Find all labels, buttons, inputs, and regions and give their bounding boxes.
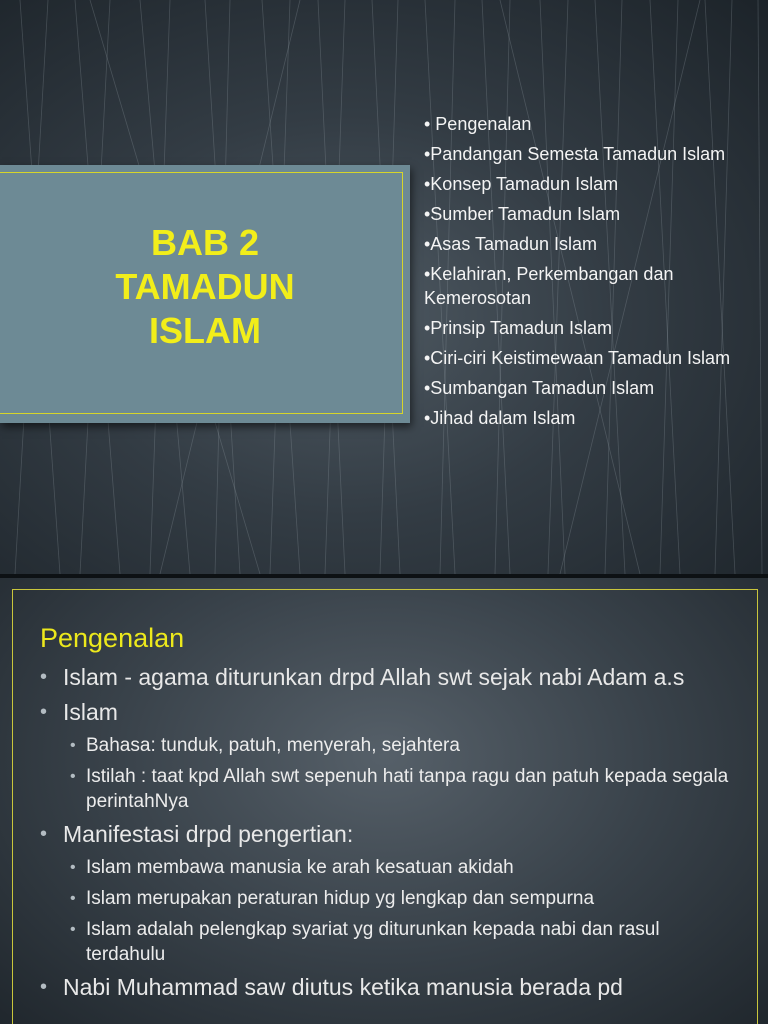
sub-bullet-item — [40, 733, 740, 758]
sub-bullet-item — [40, 886, 740, 911]
bullet-icon: • — [70, 921, 76, 938]
topic-item: •Asas Tamadun Islam — [424, 234, 598, 254]
topic-item: • Pengenalan — [424, 114, 532, 134]
bullet-text: Islam merupakan peraturan hidup yg lengkap dan sempurna — [86, 888, 595, 909]
bullet-item — [40, 698, 740, 727]
topic-item: •Sumber Tamadun Islam — [424, 204, 621, 224]
bullet-icon: • — [40, 823, 48, 845]
topic-item: •Jihad dalam Islam — [424, 408, 576, 428]
topic-item: •Konsep Tamadun Islam — [424, 174, 619, 194]
title-line-3: ISLAM — [149, 310, 261, 351]
bullet-item — [40, 820, 740, 849]
title-box — [0, 165, 410, 423]
bullet-text: Islam adalah pelengkap syariat yg diturunkan kepada nabi dan rasul terdahulu — [86, 919, 660, 965]
topic-item: •Pandangan Semesta Tamadun Islam — [424, 144, 726, 164]
bullet-item — [40, 973, 740, 1002]
bullet-text: Islam membawa manusia ke arah kesatuan akidah — [86, 857, 514, 878]
bullet-item — [40, 663, 740, 692]
sub-bullet-item — [40, 764, 740, 814]
bullet-icon: • — [40, 701, 48, 723]
sub-bullet-item — [40, 855, 740, 880]
topic-item: •Kelahiran, Perkembangan dan Kemerosotan — [424, 264, 674, 308]
topic-list — [424, 112, 744, 436]
bullet-icon: • — [70, 768, 76, 785]
slide-title — [0, 221, 410, 353]
sub-bullet-item — [40, 917, 740, 967]
bullet-icon: • — [40, 666, 48, 688]
bullet-text: Manifestasi drpd pengertian: — [63, 821, 354, 847]
bullet-text: Islam - agama diturunkan drpd Allah swt sejak nabi Adam a.s — [63, 664, 685, 690]
bullet-text: Bahasa: tunduk, patuh, menyerah, sejahtera — [86, 735, 460, 756]
title-line-2: TAMADUN — [115, 266, 295, 307]
bullet-icon: • — [70, 890, 76, 907]
section-heading: Pengenalan — [40, 623, 185, 653]
topic-item: •Sumbangan Tamadun Islam — [424, 378, 655, 398]
bullet-text: Istilah : taat kpd Allah swt sepenuh hati tanpa ragu dan patuh kepada segala perintahNya — [86, 766, 729, 812]
topic-item: •Ciri-ciri Keistimewaan Tamadun Islam — [424, 348, 731, 368]
slide-2 — [0, 578, 768, 1024]
slide-content — [40, 621, 740, 1008]
bullet-icon: • — [70, 859, 76, 876]
bullet-text: Nabi Muhammad saw diutus ketika manusia berada pd — [63, 974, 623, 1000]
bullet-icon: • — [40, 976, 48, 998]
title-line-1: BAB 2 — [150, 222, 260, 263]
bullet-text: Islam — [63, 699, 118, 725]
topic-item: •Prinsip Tamadun Islam — [424, 318, 613, 338]
bullet-icon: • — [70, 737, 76, 754]
